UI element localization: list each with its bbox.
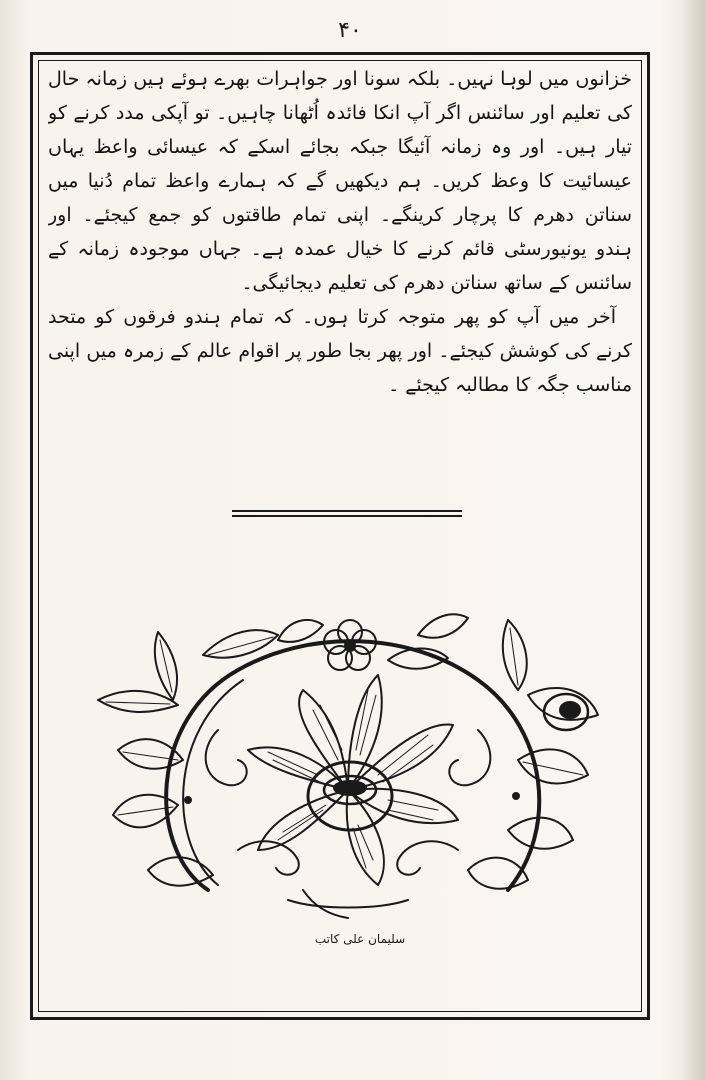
page-number: ۴۰ <box>338 18 362 43</box>
text-line-1: خزانوں میں لوہا نہیں۔ بلکہ سونا اور جواہرات بھرے ہوئے ہیں زمانہ حال <box>48 68 632 90</box>
text-line-7: سائنس کے ساتھ سناتن دھرم کی تعلیم دیجائیگی۔ <box>241 272 632 294</box>
text-line-5: سناتن دھرم کا پرچار کرینگے۔ اپنی تمام طاقتوں کو جمع کیجئے۔ اور <box>48 204 632 226</box>
divider-rule-top <box>232 510 462 512</box>
floral-ornament <box>88 600 608 940</box>
central-flower-icon <box>248 675 458 885</box>
text-line-8: آخر میں آپ کو پھر متوجہ کرتا ہوں۔ کہ تمام ہندو فرقوں کو متحد <box>48 306 616 328</box>
text-line-3: تیار ہیں۔ اور وہ زمانہ آئیگا جبکہ بجائے اسکے کہ عیسائی واعظ یہاں <box>48 136 632 158</box>
text-line-6: ہندو یونیورسٹی قائم کرنے کا خیال عمدہ ہے۔ جہاں موجودہ زمانہ کے <box>48 238 632 260</box>
calligrapher-signature: سلیمان علی کاتب <box>314 932 406 946</box>
body-text <box>48 62 632 402</box>
text-line-9: کرنے کی کوشش کیجئے۔ اور پھر بجا طور پر اقوام عالم کے زمرہ میں اپنی <box>48 340 632 362</box>
spine-shadow <box>681 0 705 1080</box>
text-line-4: عیسائیت کا وعظ کریں۔ ہم دیکھیں گے کہ ہمارے واعظ تمام دُنیا میں <box>48 170 632 192</box>
divider-rule-bottom <box>232 515 462 517</box>
text-line-10: مناسب جگہ کا مطالبہ کیجئے ۔ <box>388 374 632 396</box>
small-flower-icon <box>324 620 376 670</box>
text-line-2: کی تعلیم اور سائنس اگر آپ انکا فائدہ اُٹھانا چاہیں۔ تو آپکی مدد کرنے کو <box>48 102 632 124</box>
